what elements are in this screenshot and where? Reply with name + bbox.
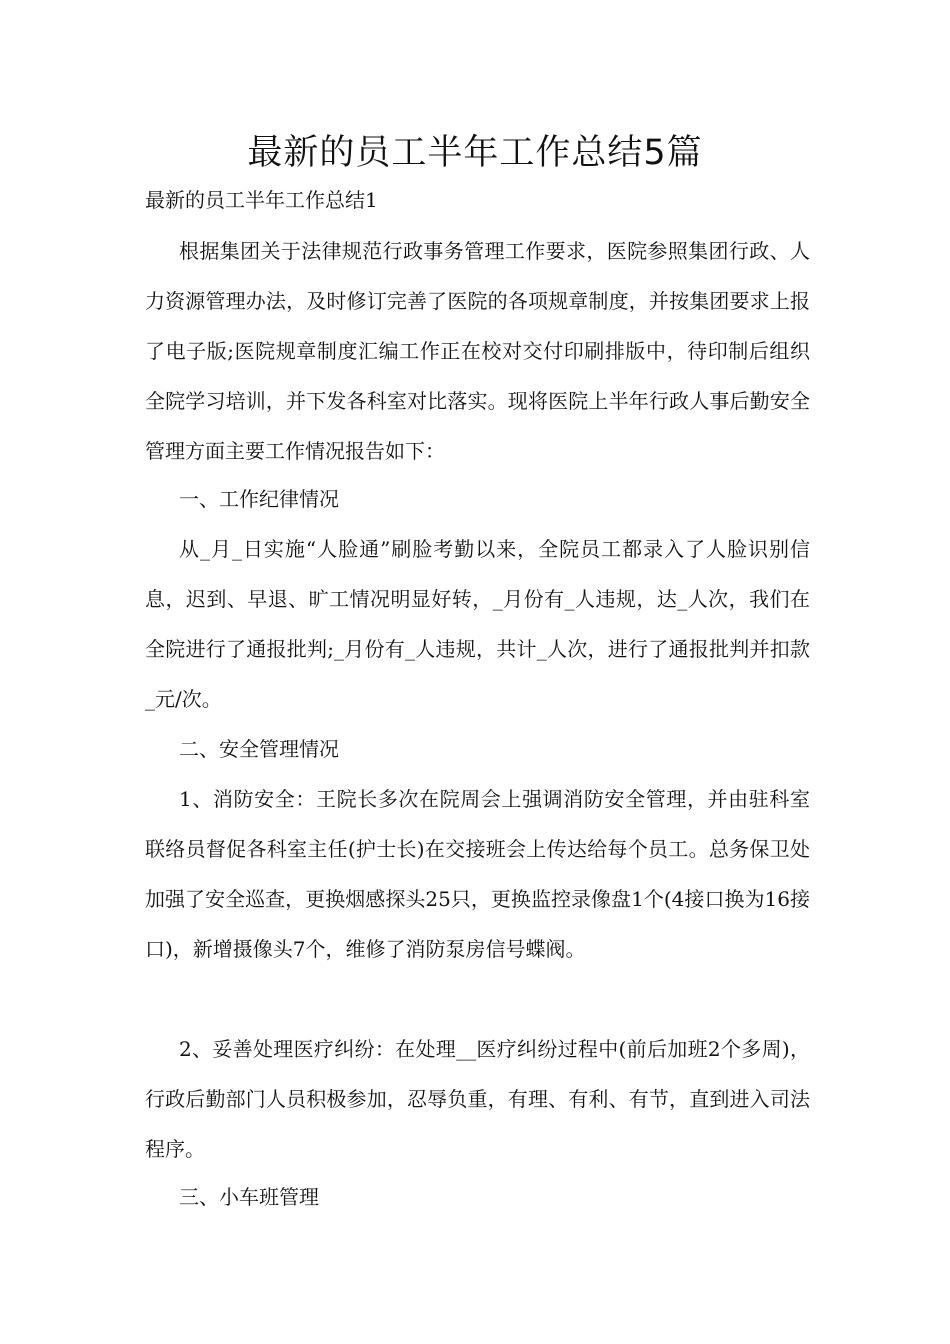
section-heading-vehicles: 三、小车班管理 [179, 1185, 319, 1209]
disputes-paragraph: 2、妥善处理医疗纠纷：在处理__医疗纠纷过程中(前后加班2个多周)，行政后勤部门人员积极参加，忍辱负重，有理、有利、有节，直到进入司法程序。 [145, 1037, 810, 1161]
fire-safety-paragraph: 1、消防安全：王院长多次在院周会上强调消防安全管理，并由驻科室联络员督促各科室主任(护士长)在交接班会上传达给每个员工。总务保卫处加强了安全巡查，更换烟感探头25只，更换监控录像盘1个(4接口换为16接口)，新增摄像头7个，维修了消防泵房信号蝶阀。 [145, 787, 810, 961]
section-subtitle: 最新的员工半年工作总结1 [145, 188, 378, 212]
section-heading-safety: 二、安全管理情况 [179, 737, 339, 761]
section-heading-discipline: 一、工作纪律情况 [179, 487, 339, 511]
discipline-paragraph: 从_月_日实施“人脸通”刷脸考勤以来，全院员工都录入了人脸识别信息，迟到、早退、旷工情况明显好转，_月份有_人违规，达_人次，我们在全院进行了通报批判;_月份有_人违规，共计_人次，进行了通报批判并扣款_元/次。 [145, 537, 810, 711]
document-title: 最新的员工半年工作总结5篇 [247, 133, 703, 173]
intro-paragraph: 根据集团关于法律规范行政事务管理工作要求，医院参照集团行政、人力资源管理办法，及时修订完善了医院的各项规章制度，并按集团要求上报了电子版;医院规章制度汇编工作正在校对交付印刷排版中，待印制后组织全院学习培训，并下发各科室对比落实。现将医院上半年行政人事后勤安全管理方面主要工作情况报告如下： [145, 239, 810, 463]
